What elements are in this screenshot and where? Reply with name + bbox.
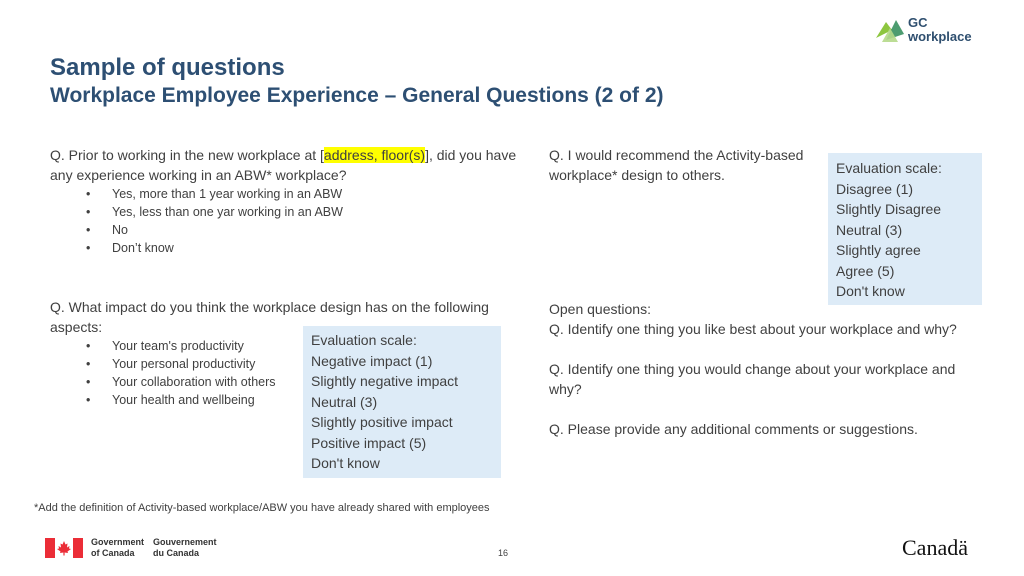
- logo-text-gc: GC: [908, 15, 928, 30]
- scale-item: Slightly negative impact: [311, 373, 459, 389]
- list-item: • Your health and wellbeing: [50, 391, 490, 409]
- scale-item: Slightly positive impact: [311, 414, 453, 430]
- gc-workplace-logo: [874, 14, 994, 46]
- page-subtitle: Workplace Employee Experience – General Questions (2 of 2): [50, 84, 664, 107]
- evaluation-scale-heading: Evaluation scale:: [311, 332, 417, 348]
- canada-flag-icon: [45, 538, 83, 558]
- scale-item: Neutral (3): [836, 221, 903, 238]
- scale-item: Neutral (3): [311, 393, 378, 410]
- scale-item: Negative impact (1): [311, 352, 433, 369]
- scale-item: Agree (5): [836, 262, 895, 279]
- evaluation-scale-box-2: [303, 326, 501, 478]
- scale-item: Positive impact (5): [311, 434, 427, 451]
- question-1-text-start: Q. Prior to working in the new workplace at [: [50, 147, 324, 163]
- page-number: 16: [498, 548, 509, 558]
- list-item: • Your personal productivity: [50, 355, 490, 373]
- list-item: • No: [50, 221, 520, 239]
- question-1-options: [50, 185, 520, 257]
- scale-item: Don't know: [311, 455, 380, 471]
- list-item: • Don’t know: [50, 239, 520, 257]
- scale-item: Slightly agree: [836, 242, 921, 258]
- logo-text-workplace: workplace: [908, 29, 972, 44]
- footnote: *Add the definition of Activity-based workplace/ABW you have already shared with employees: [34, 502, 490, 514]
- government-of-canada-signature: [45, 536, 245, 560]
- question-1-text-end: ], did you have any experience working in an ABW* workplace?: [50, 147, 517, 183]
- list-item: • Yes, more than 1 year working in an ABW: [50, 185, 520, 203]
- government-en-line2: of Canada: [91, 548, 135, 558]
- list-item: • Yes, less than one yar working in an ABW: [50, 203, 520, 221]
- scale-item: Don't know: [836, 283, 905, 299]
- question-1-highlight: address, floor(s): [323, 147, 426, 163]
- evaluation-scale-box-1: [828, 153, 982, 305]
- open-question-a: Q. Identify one thing you like best about your workplace and why?: [549, 321, 957, 337]
- question-2-text: Q. What impact do you think the workplace design has on the following aspects:: [50, 299, 489, 335]
- government-fr-line1: Gouvernement: [153, 537, 217, 547]
- list-item: • Your team's productivity: [50, 337, 490, 355]
- scale-item: Slightly Disagree: [836, 201, 942, 217]
- open-question-b: Q. Identify one thing you would change about your workplace and why?: [549, 361, 956, 397]
- page-title: Sample of questions: [50, 54, 285, 81]
- list-item: • Your collaboration with others: [50, 373, 490, 391]
- question-3-text: Q. I would recommend the Activity-based workplace* design to others.: [549, 147, 804, 183]
- government-fr-line2: du Canada: [153, 548, 200, 558]
- question-1-text: [50, 145, 520, 185]
- scale-item: Disagree (1): [836, 180, 914, 197]
- government-en-line1: Government: [91, 537, 145, 547]
- canada-wordmark: Canadä: [902, 535, 968, 560]
- open-questions: [549, 299, 989, 439]
- open-question-c: Q. Please provide any additional comments or suggestions.: [549, 421, 918, 437]
- evaluation-scale-heading: Evaluation scale:: [836, 160, 942, 176]
- question-1: [50, 145, 520, 257]
- gc-workplace-leaf-icon: [874, 16, 906, 44]
- open-questions-heading: Open questions:: [549, 301, 651, 317]
